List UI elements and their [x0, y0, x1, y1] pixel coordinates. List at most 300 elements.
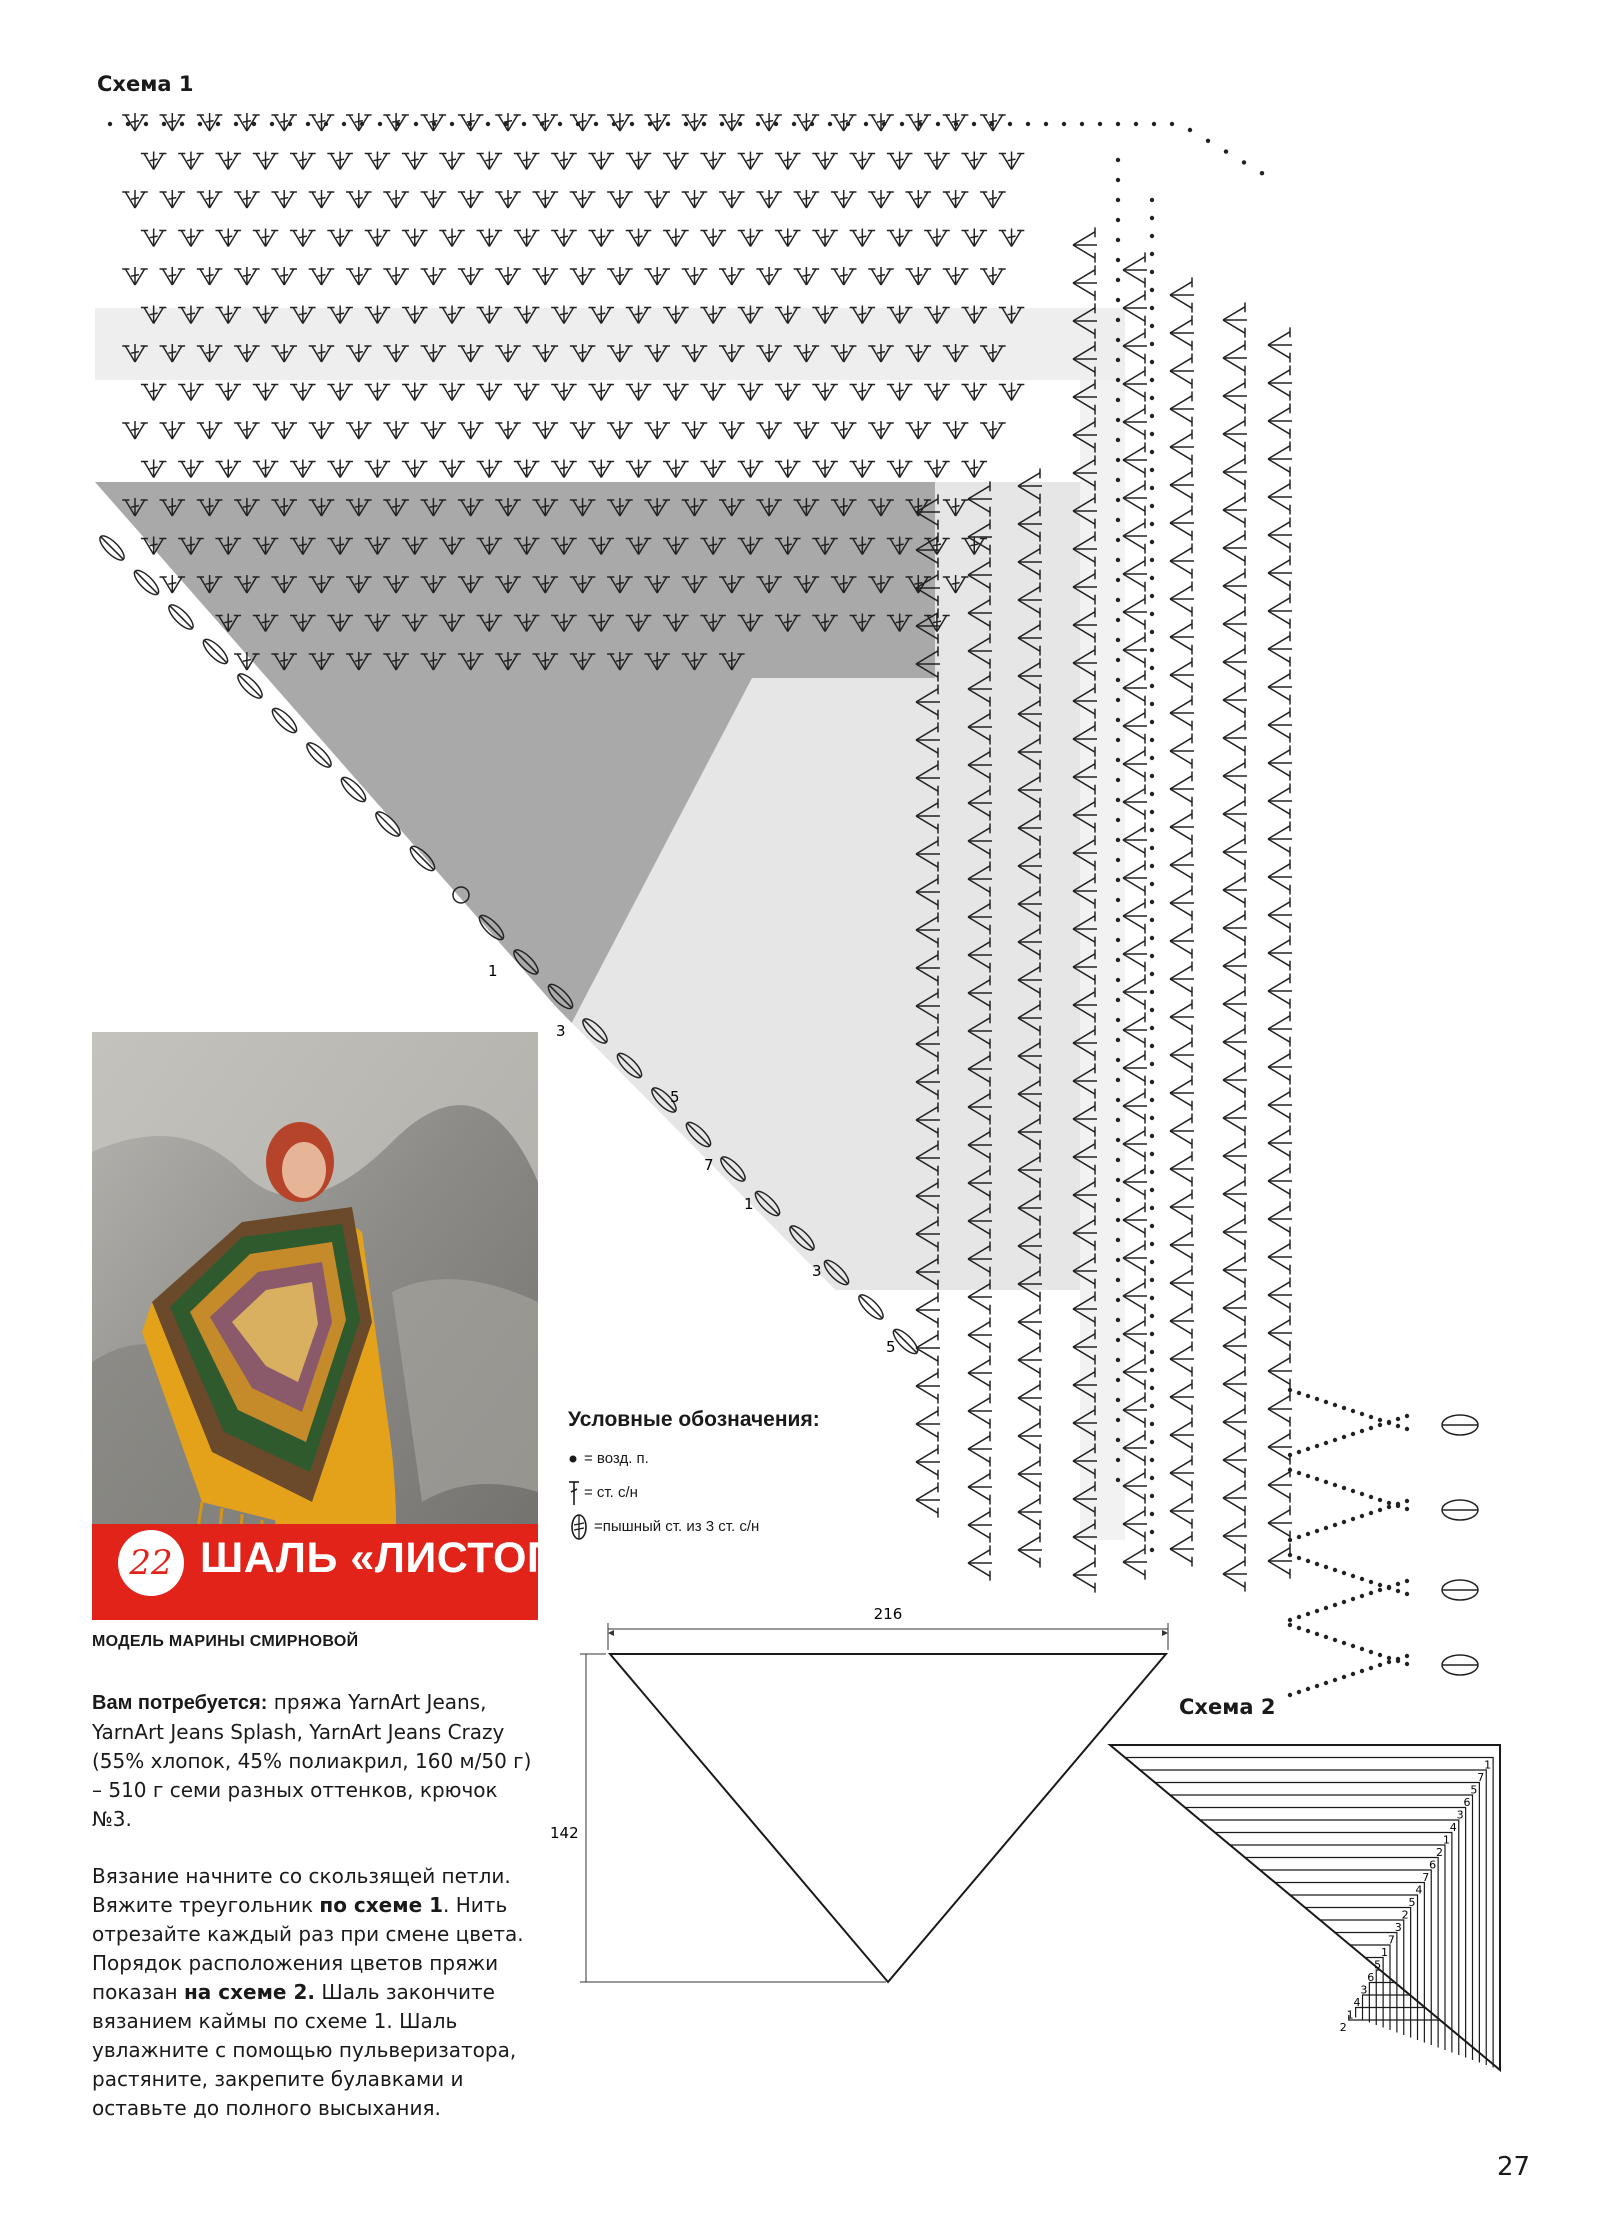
chain-dot	[1150, 1134, 1154, 1138]
stitch-cluster	[215, 152, 241, 170]
chain-dot	[144, 122, 148, 126]
stitch-cluster	[1223, 834, 1247, 869]
stitch-cluster	[141, 460, 167, 478]
chain-dot	[1369, 1495, 1373, 1499]
stitch-cluster	[644, 421, 670, 439]
stitch-cluster	[961, 383, 987, 401]
stitch-cluster	[1123, 1316, 1147, 1351]
chain-dot	[1150, 1458, 1154, 1462]
chain-dot	[1315, 1562, 1319, 1566]
chain-dot	[1116, 258, 1120, 262]
chain-dot	[1150, 1548, 1154, 1552]
chain-dot	[1351, 1517, 1355, 1521]
chain-dot	[1306, 1559, 1310, 1563]
stitch-cluster	[738, 229, 764, 247]
chain-dot	[1150, 630, 1154, 634]
stitch-cluster	[458, 421, 484, 439]
stitch-cluster	[327, 229, 353, 247]
chain-dot	[1150, 216, 1154, 220]
stitch-cluster	[626, 383, 652, 401]
chain-dot	[1116, 638, 1120, 642]
stitch-cluster	[1223, 948, 1247, 983]
chain-dot	[1150, 1278, 1154, 1282]
chain-dot	[900, 122, 904, 126]
stitch-cluster	[1268, 1011, 1292, 1046]
chain-dot	[1116, 1038, 1120, 1042]
color-band-outline	[1260, 1870, 1431, 2045]
chain-dot	[1116, 178, 1120, 182]
stitch-cluster	[477, 229, 503, 247]
chain-dot	[1297, 1450, 1301, 1454]
chain-dot	[1116, 598, 1120, 602]
stitch-cluster	[607, 267, 633, 285]
chain-dot	[1150, 1188, 1154, 1192]
chain-dot	[1378, 1588, 1382, 1592]
stitch-cluster	[495, 113, 521, 131]
stitch-cluster	[1170, 1189, 1194, 1224]
stitch-cluster	[1018, 1380, 1042, 1415]
stitch-cluster	[700, 383, 726, 401]
chain-dot	[1333, 1403, 1337, 1407]
chain-dot	[1297, 1615, 1301, 1619]
chain-dot	[1396, 1582, 1400, 1586]
stitch-cluster	[570, 113, 596, 131]
legend-item-puff-stitch	[568, 1510, 868, 1544]
chain-dot	[1378, 1653, 1382, 1657]
row-number: 5	[670, 1088, 680, 1106]
fringe-puff	[1442, 1580, 1478, 1600]
stitch-cluster	[234, 113, 260, 131]
chain-dot	[1396, 1589, 1400, 1593]
chain-dot	[1150, 270, 1154, 274]
chain-dot	[1150, 1206, 1154, 1210]
chain-dot	[1405, 1427, 1409, 1431]
stitch-cluster	[1268, 783, 1292, 818]
chain-dot	[1150, 1026, 1154, 1030]
stitch-cluster	[1223, 340, 1247, 375]
stitch-cluster	[738, 152, 764, 170]
stitch-cluster	[383, 267, 409, 285]
color-number: 4	[1353, 1996, 1361, 2009]
stitch-cluster	[1268, 1125, 1292, 1160]
stitch-cluster	[178, 229, 204, 247]
chain-dot	[1150, 684, 1154, 688]
chain-dot	[1150, 1332, 1154, 1336]
scheme1-title: Схема 1	[97, 72, 194, 96]
stitch-cluster	[402, 460, 428, 478]
chain-dot	[1288, 1388, 1292, 1392]
color-number: 2	[1401, 1908, 1409, 1922]
stitch-cluster	[868, 267, 894, 285]
chain-dot	[810, 122, 814, 126]
chain-dot	[1288, 1623, 1292, 1627]
instructions-text	[92, 1688, 540, 2151]
chain-dot	[1150, 1260, 1154, 1264]
materials-paragraph	[92, 1688, 540, 1834]
stitch-cluster	[439, 383, 465, 401]
color-band-outline	[1376, 1970, 1380, 2025]
stitch-cluster	[682, 267, 708, 285]
stitch-cluster	[1223, 796, 1247, 831]
color-number: 1	[1381, 1946, 1388, 1959]
stitch-cluster	[477, 383, 503, 401]
pattern-title: ШАЛЬ «ЛИСТОПАД»	[200, 1534, 648, 1582]
chain-dot	[1369, 1511, 1373, 1515]
stitch-cluster	[1223, 492, 1247, 527]
legend-title: Условные обозначения:	[568, 1408, 820, 1431]
chain-dot	[1116, 1218, 1120, 1222]
chain-dot	[486, 122, 490, 126]
chain-dot	[1342, 1571, 1346, 1575]
stitch-cluster	[1223, 1328, 1247, 1363]
stitch-cluster	[1268, 1467, 1292, 1502]
stitch-cluster	[961, 229, 987, 247]
stitch-cluster	[1123, 594, 1147, 629]
stitch-cluster	[477, 152, 503, 170]
chain-dot	[1324, 1565, 1328, 1569]
row-number: 7	[704, 1156, 714, 1174]
chain-dot	[1062, 122, 1066, 126]
chain-dot	[1360, 1669, 1364, 1673]
stitch-cluster	[607, 190, 633, 208]
chain-dot	[1324, 1681, 1328, 1685]
stitch-cluster	[271, 113, 297, 131]
stitch-cluster	[365, 152, 391, 170]
chain-dot	[1116, 1098, 1120, 1102]
stitch-cluster	[234, 267, 260, 285]
color-band-outline	[1245, 1858, 1438, 2048]
color-number: 1	[1346, 2008, 1354, 2022]
stitch-cluster	[1223, 1252, 1247, 1287]
chain-dot	[1351, 1489, 1355, 1493]
chain-dot	[792, 122, 796, 126]
stitch-cluster	[906, 113, 932, 131]
chain-dot	[1315, 1444, 1319, 1448]
color-number: 2	[1436, 1846, 1443, 1859]
stitch-cluster	[1223, 302, 1247, 337]
chain-dot	[1297, 1556, 1301, 1560]
stitch-cluster	[309, 113, 335, 131]
chain-dot	[1116, 758, 1120, 762]
chain-dot	[1150, 954, 1154, 958]
chain-dot	[1116, 678, 1120, 682]
color-band	[95, 308, 1125, 380]
chain-dot	[1150, 702, 1154, 706]
stitch-cluster	[738, 460, 764, 478]
stitch-cluster	[290, 152, 316, 170]
stitch-cluster	[663, 152, 689, 170]
chain-dot	[1150, 558, 1154, 562]
stitch-cluster	[1223, 530, 1247, 565]
chain-dot	[558, 122, 562, 126]
stitch-cluster	[812, 229, 838, 247]
stitch-cluster	[271, 267, 297, 285]
stitch-cluster	[887, 383, 913, 401]
chain-dot	[1116, 1238, 1120, 1242]
chain-dot	[1306, 1612, 1310, 1616]
chain-dot	[1150, 738, 1154, 742]
stitch-cluster	[719, 267, 745, 285]
fringe-puff	[1442, 1655, 1478, 1675]
chain-dot	[378, 122, 382, 126]
stitch-cluster	[1268, 441, 1292, 476]
stitch-cluster	[980, 267, 1006, 285]
stitch-cluster	[253, 229, 279, 247]
stitch-cluster	[383, 190, 409, 208]
chain-dot	[1116, 418, 1120, 422]
chain-dot	[1315, 1609, 1319, 1613]
stitch-cluster	[756, 421, 782, 439]
stitch-cluster	[1170, 1037, 1194, 1072]
chain-dot	[1150, 1530, 1154, 1534]
stitch-cluster	[682, 190, 708, 208]
chain-dot	[522, 122, 526, 126]
color-number: 7	[1422, 1871, 1430, 1884]
stitch-cluster	[271, 190, 297, 208]
stitch-cluster	[1268, 1163, 1292, 1198]
materials-label: Вам потребуется:	[92, 1692, 268, 1714]
chain-dot	[1116, 1338, 1120, 1342]
stitch-cluster	[1123, 366, 1147, 401]
stitch-cluster	[365, 229, 391, 247]
stitch-cluster	[1123, 518, 1147, 553]
chain-dot	[684, 122, 688, 126]
chain-dot	[1152, 122, 1156, 126]
stitch-cluster	[999, 383, 1025, 401]
stitch-cluster	[197, 421, 223, 439]
stitch-cluster	[644, 113, 670, 131]
color-band-outline	[1230, 1845, 1445, 2050]
chain-dot	[1333, 1568, 1337, 1572]
stitch-cluster	[1123, 1392, 1147, 1427]
stitch-cluster	[1170, 619, 1194, 654]
stitch-cluster	[1268, 327, 1292, 362]
chain-dot	[1206, 139, 1210, 143]
chain-dot	[1116, 998, 1120, 1002]
chain-dot	[1342, 1520, 1346, 1524]
chain-dot	[1150, 1314, 1154, 1318]
stitch-cluster	[533, 190, 559, 208]
stitch-cluster	[961, 460, 987, 478]
stitch-cluster	[551, 383, 577, 401]
chain-dot	[1150, 1512, 1154, 1516]
stitch-cluster	[327, 460, 353, 478]
color-number: 5	[1374, 1958, 1382, 1972]
color-number: 3	[1456, 1808, 1464, 1822]
chain-dot	[1150, 1008, 1154, 1012]
stitch-cluster	[663, 460, 689, 478]
stitch-cluster	[122, 267, 148, 285]
stitch-cluster	[309, 267, 335, 285]
chain-dot	[1150, 252, 1154, 256]
stitch-cluster	[1268, 1201, 1292, 1236]
stitch-cluster	[868, 190, 894, 208]
chain-dot	[1150, 666, 1154, 670]
stitch-cluster	[980, 421, 1006, 439]
stitch-cluster	[1268, 745, 1292, 780]
chain-dot	[1116, 518, 1120, 522]
stitch-cluster	[607, 113, 633, 131]
stitch-cluster	[309, 421, 335, 439]
chain-dot	[1288, 1553, 1292, 1557]
chain-dot	[1116, 1138, 1120, 1142]
chain-dot	[1150, 990, 1154, 994]
chain-dot	[1116, 778, 1120, 782]
stitch-cluster	[1268, 897, 1292, 932]
chain-dot	[1150, 792, 1154, 796]
chain-dot	[1360, 1577, 1364, 1581]
stitch-cluster	[1268, 593, 1292, 628]
stitch-cluster	[924, 460, 950, 478]
stitch-cluster	[1268, 707, 1292, 742]
chain-dot	[1150, 234, 1154, 238]
stitch-cluster	[1170, 1151, 1194, 1186]
height-label: 142	[550, 1824, 579, 1842]
stitch-cluster	[1123, 670, 1147, 705]
chain-dot	[1116, 318, 1120, 322]
chain-dot	[1150, 288, 1154, 292]
chain-dot	[1150, 378, 1154, 382]
chain-dot	[1315, 1684, 1319, 1688]
chain-dot	[1116, 1278, 1120, 1282]
color-number: 1	[1484, 1758, 1492, 1772]
stitch-cluster	[1170, 657, 1194, 692]
chain-dot	[1150, 720, 1154, 724]
chain-dot	[1116, 1118, 1120, 1122]
color-number: 5	[1408, 1896, 1416, 1909]
stitch-cluster	[700, 229, 726, 247]
stitch-cluster	[1170, 771, 1194, 806]
stitch-cluster	[1223, 568, 1247, 603]
stitch-cluster	[943, 267, 969, 285]
stitch-cluster	[1223, 910, 1247, 945]
stitch-cluster	[1268, 1429, 1292, 1464]
legend-item-double-crochet	[568, 1476, 868, 1510]
stitch-cluster	[1223, 758, 1247, 793]
chain-dot	[1116, 1078, 1120, 1082]
chain-dot	[1150, 1296, 1154, 1300]
stitch-cluster	[1170, 695, 1194, 730]
chain-dot	[1150, 828, 1154, 832]
stitch-cluster	[1123, 1468, 1147, 1503]
chain-dot	[216, 122, 220, 126]
chain-dot	[1116, 338, 1120, 342]
chain-dot	[936, 122, 940, 126]
chain-dot	[1116, 498, 1120, 502]
chain-dot	[1369, 1415, 1373, 1419]
scheme2-title: Схема 2	[1179, 1695, 1276, 1719]
stitch-cluster	[1123, 1354, 1147, 1389]
chain-dot	[1315, 1632, 1319, 1636]
stitch-cluster	[607, 421, 633, 439]
chain-dot	[1116, 1178, 1120, 1182]
chain-dot	[1116, 438, 1120, 442]
stitch-cluster	[1223, 1366, 1247, 1401]
stitch-cluster	[1123, 1088, 1147, 1123]
stitch-cluster	[1170, 505, 1194, 540]
stitch-cluster	[402, 152, 428, 170]
chain-dot	[1116, 918, 1120, 922]
scheme2-chart	[1100, 1735, 1520, 2095]
stitch-cluster	[234, 190, 260, 208]
stitch-cluster	[1223, 644, 1247, 679]
stitch-cluster	[1223, 1556, 1247, 1591]
stitch-cluster	[1268, 935, 1292, 970]
chain-dot	[1116, 1018, 1120, 1022]
chain-dot	[1116, 1298, 1120, 1302]
stitch-cluster	[719, 190, 745, 208]
chain-dot	[738, 122, 742, 126]
chain-dot	[504, 122, 508, 126]
stitch-cluster	[271, 421, 297, 439]
stitch-cluster	[439, 152, 465, 170]
stitch-cluster	[1170, 1417, 1194, 1452]
stitch-cluster	[1223, 1062, 1247, 1097]
stitch-cluster	[1223, 454, 1247, 489]
chain-dot	[1396, 1417, 1400, 1421]
chain-dot	[774, 122, 778, 126]
chain-dot	[1333, 1438, 1337, 1442]
stitch-cluster	[1268, 517, 1292, 552]
chain-dot	[1150, 1476, 1154, 1480]
color-number: 1	[1442, 1833, 1450, 1847]
stitch-cluster	[1170, 543, 1194, 578]
stitch-cluster	[439, 460, 465, 478]
chain-dot	[1116, 238, 1120, 242]
stitch-cluster	[1268, 479, 1292, 514]
chain-dot	[1288, 1618, 1292, 1622]
chain-dot	[1387, 1656, 1391, 1660]
chain-dot	[1378, 1663, 1382, 1667]
chain-dot	[1134, 122, 1138, 126]
chain-dot	[1288, 1538, 1292, 1542]
fringe-puff	[1442, 1500, 1478, 1520]
stitch-cluster	[738, 383, 764, 401]
stitch-cluster	[421, 190, 447, 208]
chain-dot	[1242, 160, 1246, 164]
stitch-cluster	[1170, 923, 1194, 958]
chain-dot	[864, 122, 868, 126]
stitch-cluster	[1123, 556, 1147, 591]
instructions-emphasis: на схеме 2.	[183, 1980, 315, 2004]
stitch-cluster	[626, 152, 652, 170]
stitch-cluster	[868, 421, 894, 439]
chain-dot	[1324, 1635, 1328, 1639]
color-number: 7	[1477, 1771, 1485, 1784]
color-number: 3	[1360, 1983, 1368, 1997]
stitch-cluster	[968, 1355, 992, 1390]
row-number: 3	[812, 1262, 822, 1280]
chain-dot	[1306, 1474, 1310, 1478]
chain-dot	[180, 122, 184, 126]
chain-dot	[1150, 1368, 1154, 1372]
chain-dot	[1150, 900, 1154, 904]
puff-stitch-icon	[568, 1512, 590, 1542]
stitch-cluster	[514, 229, 540, 247]
stitch-cluster	[980, 190, 1006, 208]
stitch-cluster	[1170, 1493, 1194, 1528]
stitch-cluster	[868, 113, 894, 131]
chain-dot	[1116, 378, 1120, 382]
stitch-cluster	[831, 190, 857, 208]
chain-dot	[1116, 122, 1120, 126]
chain-dot	[1288, 1693, 1292, 1697]
chain-dot	[1150, 450, 1154, 454]
stitch-cluster	[1223, 1518, 1247, 1553]
stitch-cluster	[924, 383, 950, 401]
chain-dot	[1360, 1594, 1364, 1598]
chain-dot	[1315, 1397, 1319, 1401]
